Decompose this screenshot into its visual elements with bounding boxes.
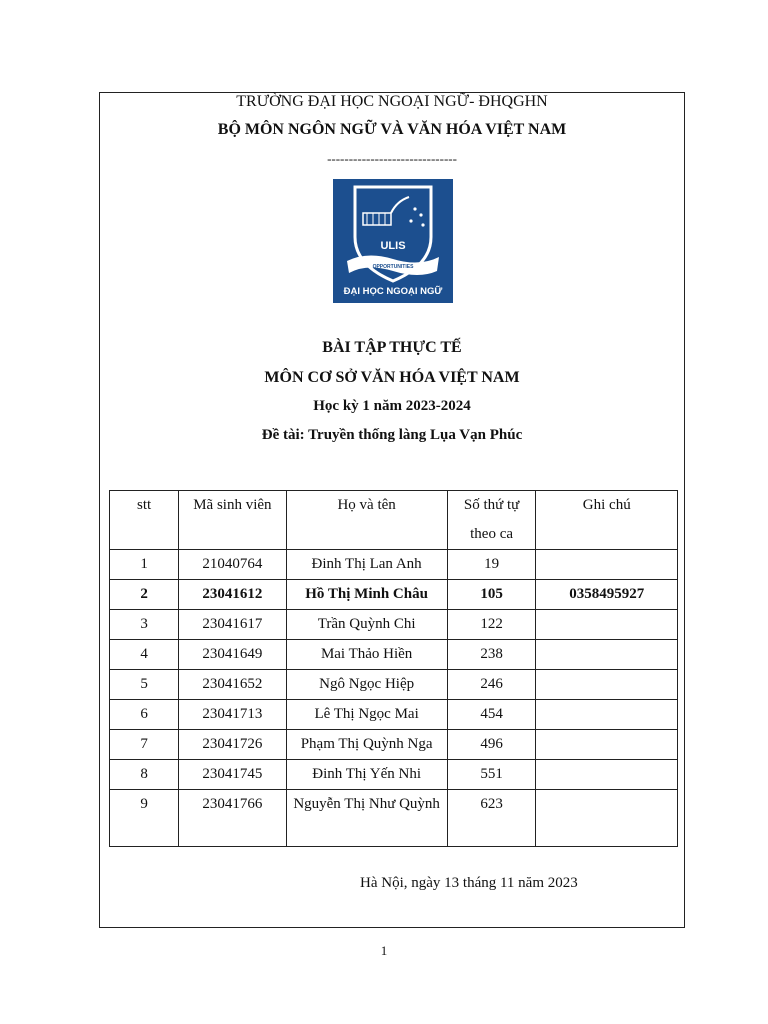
- header-cell-student-id: Mã sinh viên: [179, 491, 286, 550]
- cover-page-frame: [99, 92, 685, 928]
- cell-stt: 4: [110, 640, 179, 670]
- separator-line: ------------------------------: [327, 151, 457, 166]
- course-title: MÔN CƠ SỞ VĂN HÓA VIỆT NAM: [264, 369, 520, 386]
- cell-stt: 5: [110, 670, 179, 700]
- cell-full-name: Nguyễn Thị Như Quỳnh: [286, 790, 447, 847]
- cell-full-name: Ngô Ngọc Hiệp: [286, 670, 447, 700]
- table-row: [110, 550, 678, 580]
- cell-student-id: 23041612: [179, 580, 286, 610]
- logo-emblem-text: ULIS: [380, 240, 406, 252]
- cell-full-name: Mai Thảo Hiền: [286, 640, 447, 670]
- assignment-title: BÀI TẬP THỰC TẾ: [322, 339, 462, 356]
- cell-stt: 8: [110, 760, 179, 790]
- logo-caption: ĐẠI HỌC NGOẠI NGỮ: [343, 286, 443, 297]
- cell-order-number: 246: [447, 670, 536, 700]
- header-cell-order-number: Số thứ tự theo ca: [447, 491, 536, 550]
- cell-student-id: 23041617: [179, 610, 286, 640]
- cell-order-number: 122: [447, 610, 536, 640]
- cell-note: [536, 790, 678, 847]
- page-number: 1: [380, 943, 388, 958]
- cell-full-name: Trần Quỳnh Chi: [286, 610, 447, 640]
- table-row: [110, 670, 678, 700]
- cell-stt: 6: [110, 700, 179, 730]
- header-cell-note: Ghi chú: [536, 491, 678, 550]
- cell-student-id: 23041652: [179, 670, 286, 700]
- cell-order-number: 454: [447, 700, 536, 730]
- cell-student-id: 23041766: [179, 790, 286, 847]
- cell-order-number: 105: [447, 580, 536, 610]
- cell-student-id: 23041713: [179, 700, 286, 730]
- cell-full-name: Đinh Thị Lan Anh: [286, 550, 447, 580]
- cell-note: [536, 640, 678, 670]
- topic-title: Đề tài: Truyền thống làng Lụa Vạn Phúc: [261, 427, 523, 443]
- cell-stt: 1: [110, 550, 179, 580]
- table-row: [110, 700, 678, 730]
- cell-student-id: 21040764: [179, 550, 286, 580]
- cell-full-name: Đinh Thị Yến Nhi: [286, 760, 447, 790]
- cell-full-name: Lê Thị Ngọc Mai: [286, 700, 447, 730]
- table-row: [110, 760, 678, 790]
- table-row: [110, 730, 678, 760]
- cell-stt: 9: [110, 790, 179, 847]
- header-cell-full-name: Họ và tên: [286, 491, 447, 550]
- ulis-shield-icon: [333, 179, 453, 303]
- cell-stt: 3: [110, 610, 179, 640]
- header-cell-stt: stt: [110, 491, 179, 550]
- place-and-date: Hà Nội, ngày 13 tháng 11 năm 2023: [360, 875, 578, 891]
- cell-order-number: 623: [447, 790, 536, 847]
- cell-stt: 7: [110, 730, 179, 760]
- table-row: [110, 790, 678, 847]
- table-row: [110, 580, 678, 610]
- department-name: BỘ MÔN NGÔN NGỮ VÀ VĂN HÓA VIỆT NAM: [217, 121, 567, 138]
- table-row: [110, 640, 678, 670]
- cell-note: [536, 670, 678, 700]
- university-name: TRƯỜNG ĐẠI HỌC NGOẠI NGỮ- ĐHQGHN: [236, 93, 548, 110]
- table-header-row: [110, 491, 678, 550]
- semester-title: Học kỳ 1 năm 2023-2024: [313, 398, 471, 414]
- cell-note: [536, 700, 678, 730]
- cell-student-id: 23041649: [179, 640, 286, 670]
- cell-note: [536, 550, 678, 580]
- cell-note: [536, 760, 678, 790]
- cell-order-number: 238: [447, 640, 536, 670]
- cell-order-number: 19: [447, 550, 536, 580]
- cell-order-number: 551: [447, 760, 536, 790]
- cell-note: [536, 730, 678, 760]
- table-row: [110, 610, 678, 640]
- logo-banner-text: OPPORTUNITIES: [372, 264, 414, 270]
- cell-note: 0358495927: [536, 580, 678, 610]
- cell-student-id: 23041726: [179, 730, 286, 760]
- ulis-logo: [333, 179, 453, 303]
- cell-stt: 2: [110, 580, 179, 610]
- cell-student-id: 23041745: [179, 760, 286, 790]
- student-table: [109, 490, 678, 847]
- cell-full-name: Hồ Thị Minh Châu: [286, 580, 447, 610]
- cell-order-number: 496: [447, 730, 536, 760]
- cell-full-name: Phạm Thị Quỳnh Nga: [286, 730, 447, 760]
- cell-note: [536, 610, 678, 640]
